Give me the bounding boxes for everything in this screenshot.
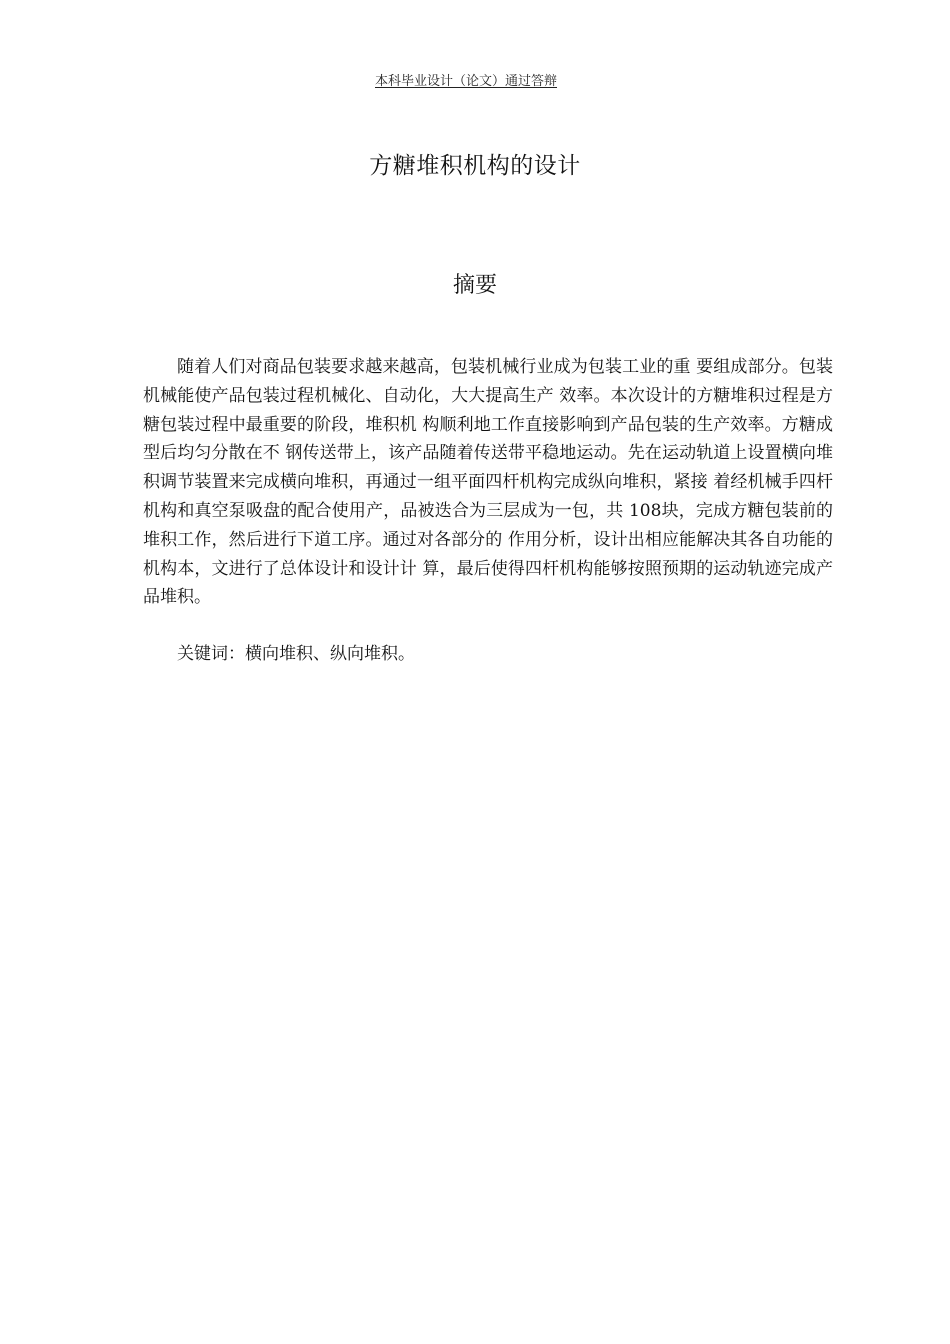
document-title: 方糖堆积机构的设计 (369, 153, 581, 179)
abstract-heading: 摘要 (452, 273, 497, 298)
keywords-line: 关键词：横向堆积、纵向堆积。 (177, 644, 415, 664)
abstract-body: 随着人们对商品包装要求越来越高，包装机械行业成为包装工业的重 要组成部分。包装机械能使产品包装过程机械化、自动化，大大提高生产 效率。本次设计的方糖堆积过程是方糖包装过程中最重要的阶段，堆积机 构顺利地工作直接影响到产品包装的生产效率。方糖成型后均匀分散在不 钢传送带上，该产品随着传送带平稳地运动。先在运动轨道上设置横向堆 积调节装置来完成横向堆积，再通过一组平面四杆机构完成纵向堆积，紧接 着经机械手四杆机构和真空泵吸盘的配合使用产，品被迭合为三层成为一包，共 108块，完成方糖包装前的堆积工作，然后进行下道工序。通过对各部分的 作用分析，设计出相应能解决其各自功能的机构本，文进行了总体设计和设计计 算，最后使得四杆机构能够按照预期的运动轨迹完成产品堆积。 (143, 357, 833, 608)
header-note: 本科毕业设计（论文）通过答辩 (375, 74, 558, 89)
